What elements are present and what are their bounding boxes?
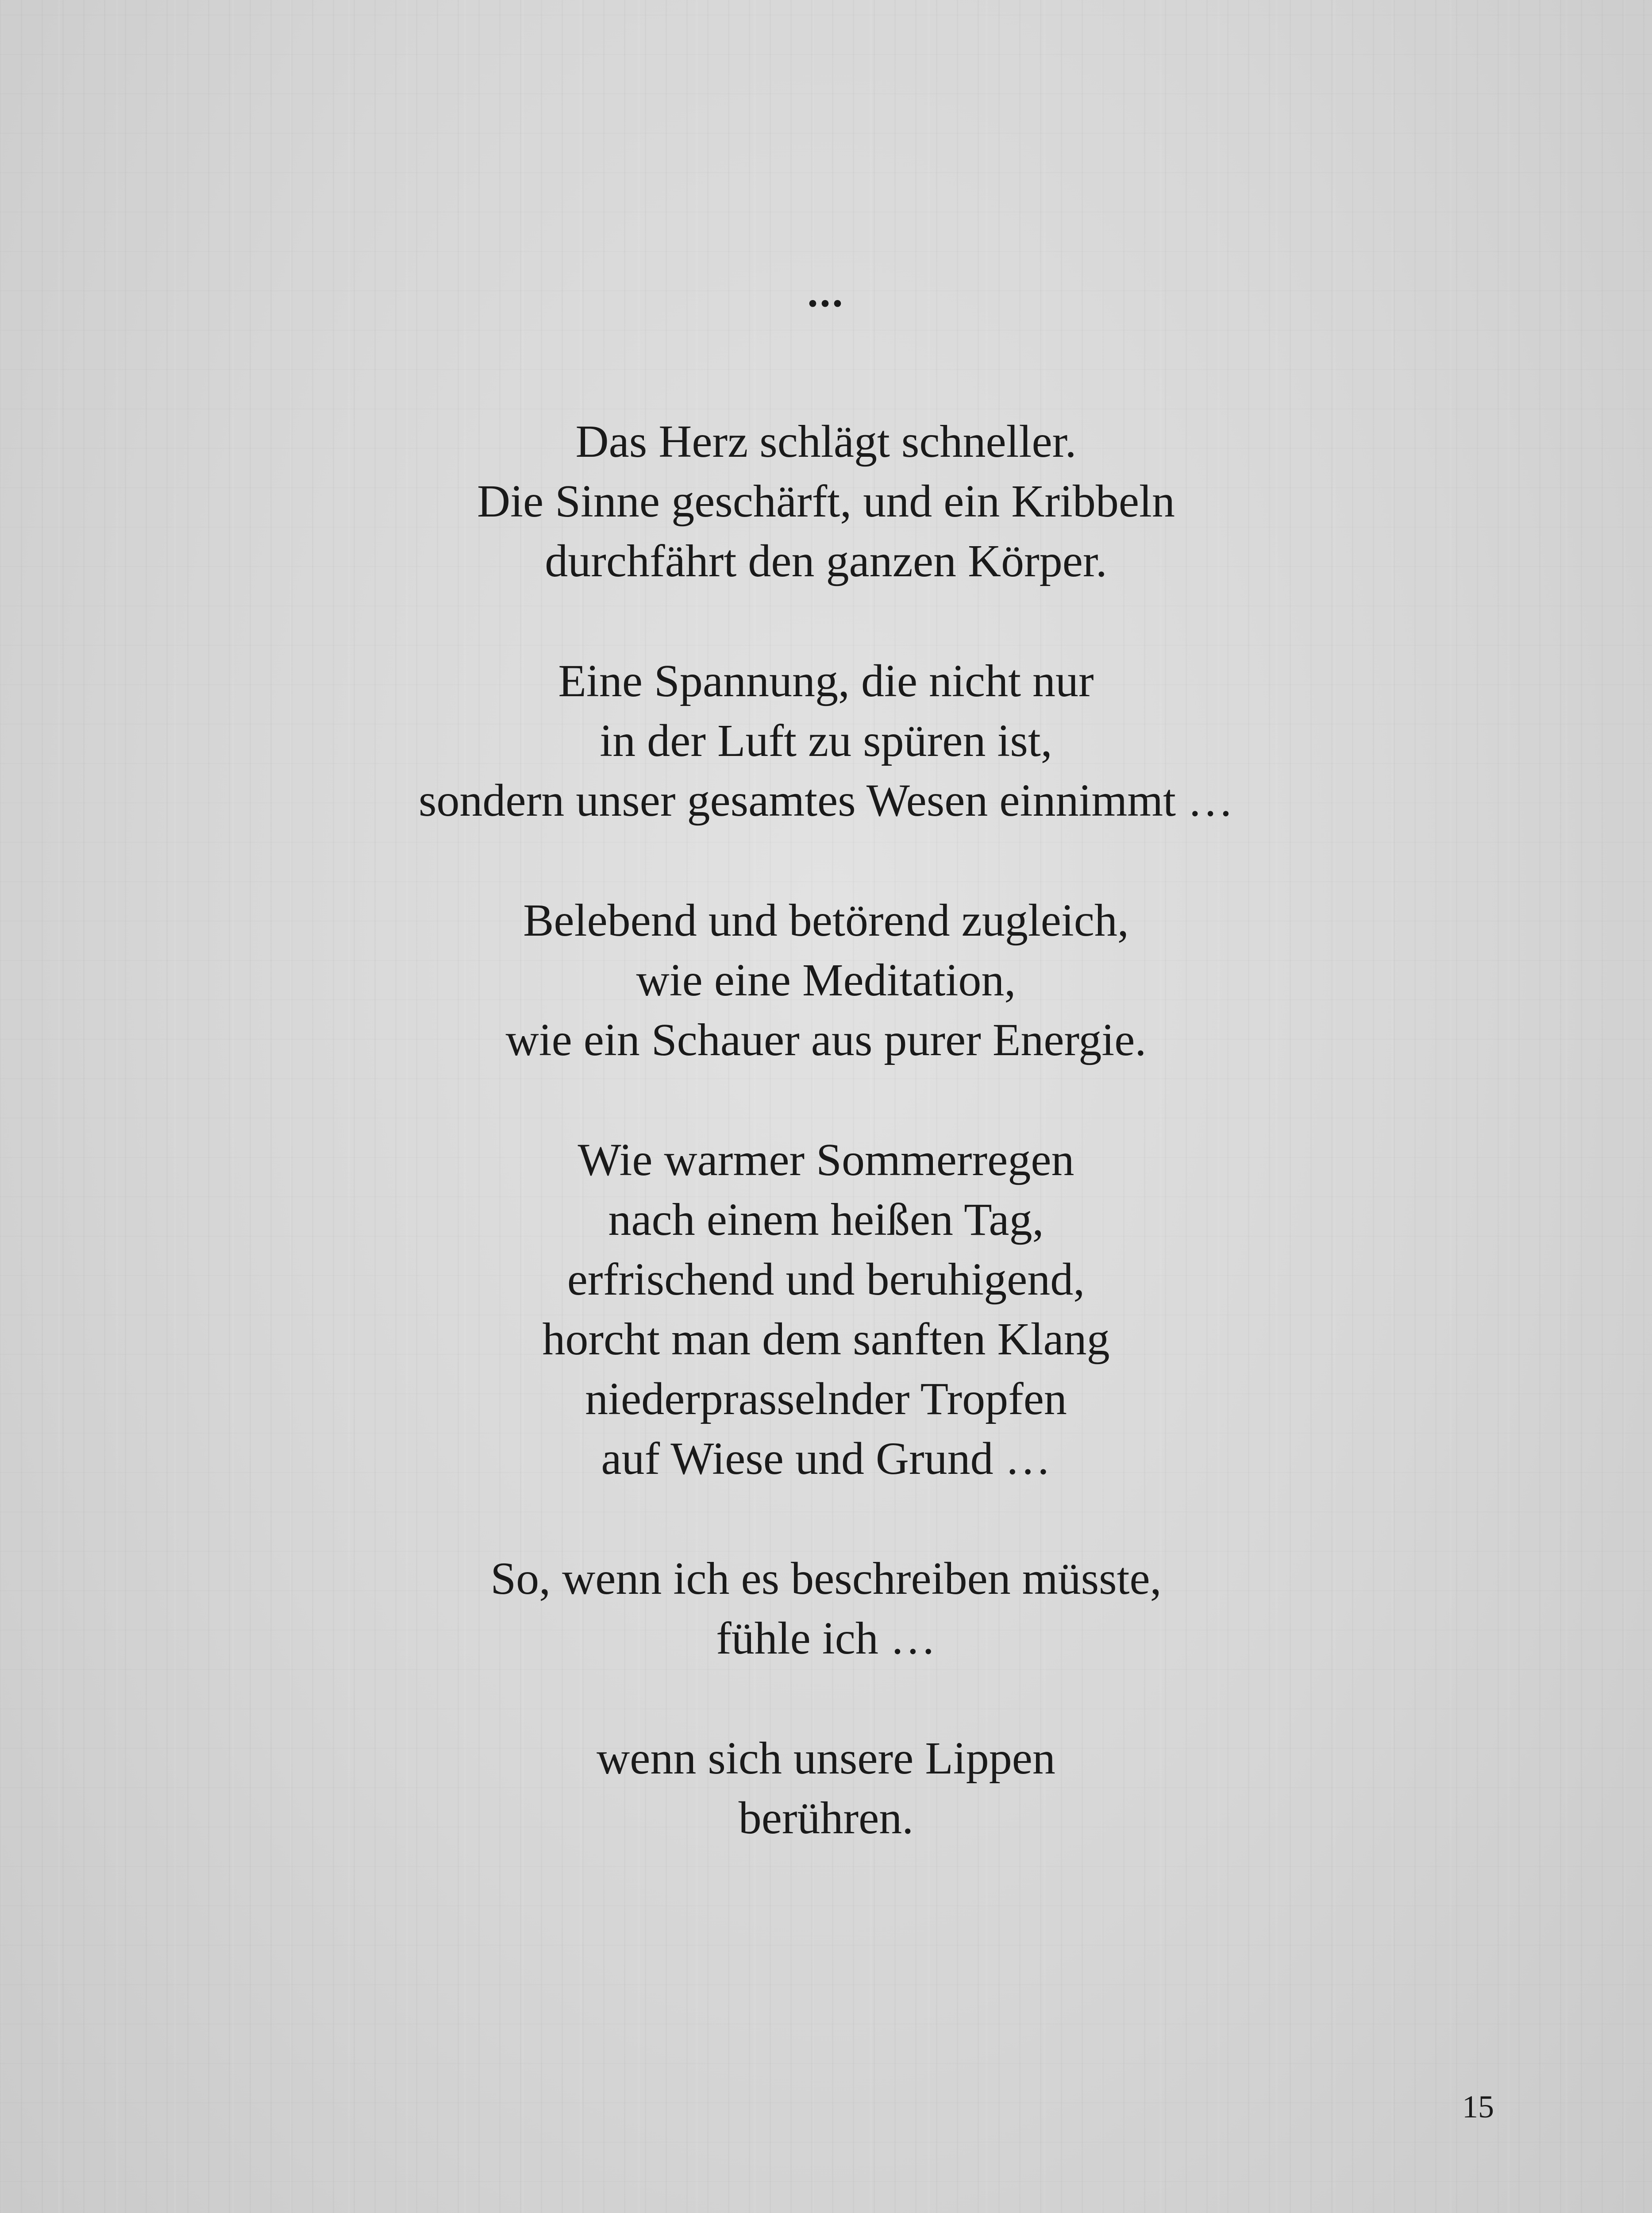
poem-line: berühren.: [738, 1793, 914, 1843]
poem: [0, 412, 1652, 1908]
poem-line: sondern unser gesamtes Wesen einnimmt …: [418, 775, 1234, 826]
poem-line: Wie warmer Sommerregen: [578, 1134, 1074, 1185]
stanza-6: [0, 1728, 1652, 1848]
page-number: 15: [1462, 2089, 1494, 2124]
poem-line: So, wenn ich es beschreiben müsste,: [490, 1553, 1162, 1604]
poem-line: Belebend und betörend zugleich,: [523, 895, 1129, 946]
poem-line: nach einem heißen Tag,: [608, 1194, 1044, 1245]
stanza-3: [0, 891, 1652, 1070]
poem-line: horcht man dem sanften Klang: [542, 1314, 1110, 1365]
poem-line: Eine Spannung, die nicht nur: [558, 655, 1094, 706]
poem-line: wie eine Meditation,: [636, 955, 1016, 1006]
poem-line: durchfährt den ganzen Körper.: [545, 536, 1107, 586]
poem-line: in der Luft zu spüren ist,: [600, 715, 1052, 766]
stanza-1: [0, 412, 1652, 591]
poem-line: erfrischend und beruhigend,: [567, 1254, 1085, 1305]
stanza-4: [0, 1130, 1652, 1488]
poem-line: fühle ich …: [716, 1613, 936, 1664]
stanza-2: [0, 651, 1652, 830]
poem-line: wenn sich unsere Lippen: [597, 1733, 1055, 1784]
poem-line: wie ein Schauer aus purer Energie.: [505, 1014, 1147, 1065]
poem-line: Das Herz schlägt schneller.: [575, 416, 1077, 467]
poem-line: niederprasselnder Tropfen: [585, 1373, 1067, 1424]
poem-line: Die Sinne geschärft, und ein Kribbeln: [477, 476, 1175, 527]
ornament-ellipsis: ...: [807, 268, 845, 316]
stanza-5: [0, 1549, 1652, 1668]
poem-line: auf Wiese und Grund …: [601, 1433, 1051, 1484]
